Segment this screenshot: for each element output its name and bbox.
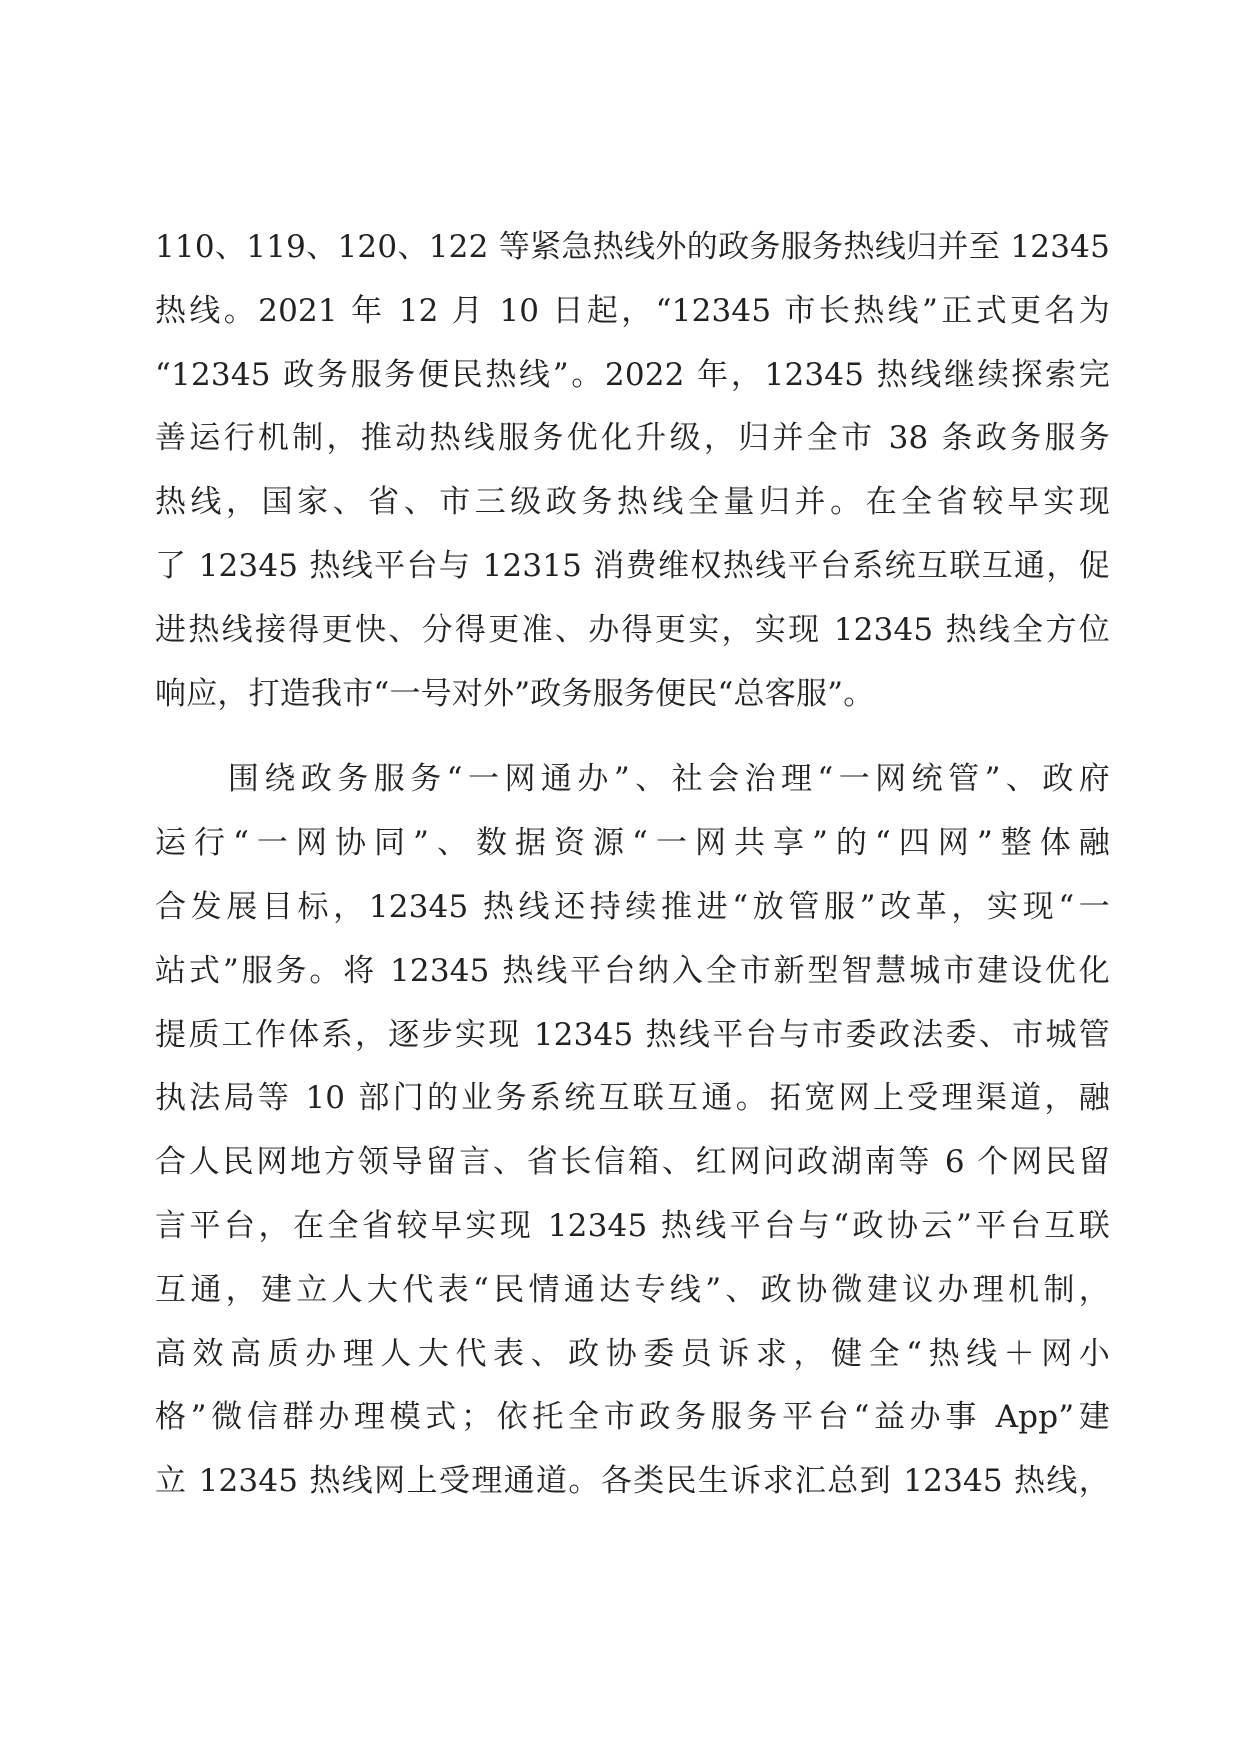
text-line: 善运行机制，推动热线服务优化升级，归并全市 38 条政务服务 <box>155 420 1110 457</box>
text-line: 运行“一网协同”、数据资源“一网共享”的“四网”整体融 <box>155 825 1110 862</box>
text-line: 热线。2021 年 12 月 10 日起，“12345 市长热线”正式更名为 <box>155 292 1110 329</box>
text-line: 了 12345 热线平台与 12315 消费维权热线平台系统互联互通，促 <box>155 547 1110 584</box>
text-line: 高效高质办理人大代表、政协委员诉求，健全“热线＋网小 <box>155 1335 1110 1372</box>
text-line: 合人民网地方领导留言、省长信箱、红网问政湖南等 6 个网民留 <box>155 1144 1110 1181</box>
text-line: 立 12345 热线网上受理通道。各类民生诉求汇总到 12345 热线， <box>155 1463 1110 1500</box>
text-line: 格”微信群办理模式；依托全市政务服务平台“益办事 App”建 <box>155 1399 1110 1436</box>
text-line: 110、119、120、122 等紧急热线外的政务服务热线归并至 12345 <box>155 229 1110 265</box>
body-text <box>155 216 1110 1514</box>
paragraph-2 <box>155 748 1110 1514</box>
text-line: “12345 政务服务便民热线”。2022 年，12345 热线继续探索完 <box>155 356 1110 393</box>
text-line: 执法局等 10 部门的业务系统互联互通。拓宽网上受理渠道，融 <box>155 1080 1110 1117</box>
text-line: 围绕政务服务“一网通办”、社会治理“一网统管”、政府 <box>155 761 1110 798</box>
text-line: 站式”服务。将 12345 热线平台纳入全市新型智慧城市建设优化 <box>155 952 1110 989</box>
paragraph-1 <box>155 216 1110 726</box>
text-line: 响应，打造我市“一号对外”政务服务便民“总客服”。 <box>155 675 875 712</box>
text-line: 提质工作体系，逐步实现 12345 热线平台与市委政法委、市城管 <box>155 1016 1110 1053</box>
text-line: 合发展目标，12345 热线还持续推进“放管服”改革，实现“一 <box>155 888 1110 925</box>
text-line: 言平台，在全省较早实现 12345 热线平台与“政协云”平台互联 <box>155 1207 1110 1244</box>
text-line: 互通，建立人大代表“民情通达专线”、政协微建议办理机制， <box>155 1271 1110 1308</box>
text-line: 热线，国家、省、市三级政务热线全量归并。在全省较早实现 <box>155 484 1110 521</box>
text-line: 进热线接得更快、分得更准、办得更实，实现 12345 热线全方位 <box>155 611 1110 648</box>
